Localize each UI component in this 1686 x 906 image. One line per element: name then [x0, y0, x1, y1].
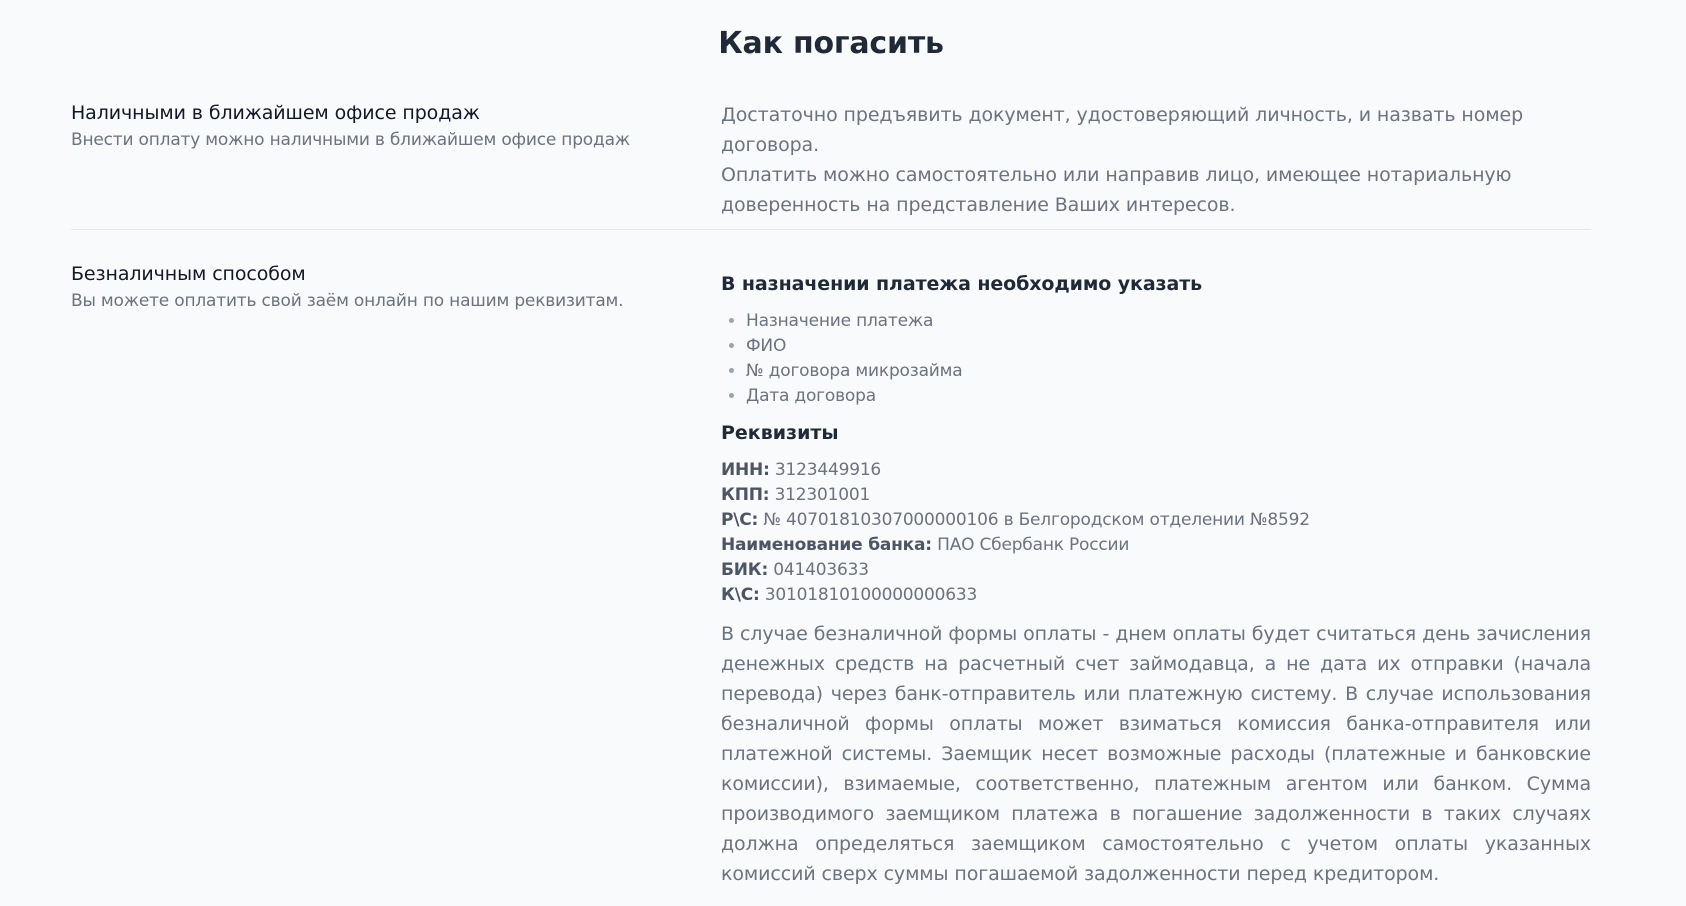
cash-paragraph: Достаточно предъявить документ, удостоверяющий личность, и назвать номер договора. — [721, 104, 1524, 156]
cash-heading: Наличными в ближайшем офисе продаж — [71, 102, 480, 124]
requisite-label: БИК: — [721, 560, 769, 580]
requisites-list — [721, 458, 1591, 608]
payment-purpose-list — [721, 309, 1591, 409]
requisite-corr-account — [721, 583, 1591, 608]
requisite-value: № 40701810307000000106 в Белгородском отделении №8592 — [758, 510, 1310, 530]
list-item: • Дата договора — [746, 384, 1591, 409]
cashless-payment-note: В случае безналичной формы оплаты - днем оплаты будет считаться день зачисления денежных средств на расчетный счет займодавца, а не дата их отправки (начала перевода) через банк-отправитель или платежную систему. В случае использования безналичной формы оплаты может взиматься комиссия банка-отправителя или платежной системы. Заемщик несет возможные расходы (платежные и банковские комиссии), взимаемые, соответственно, платежным агентом или банком. Сумма производимого заемщиком платежа в погашение задолженности в таких случаях должна определяться заемщиком самостоятельно с учетом оплаты указанных комиссий сверх суммы погашаемой задолженности перед кредитором. — [721, 623, 1591, 885]
requisite-label: КПП: — [721, 485, 770, 505]
cash-section — [71, 100, 1591, 216]
requisite-value: 312301001 — [769, 485, 871, 505]
cashless-section-info — [71, 261, 671, 313]
requisite-label: К\С: — [721, 585, 760, 605]
list-item: • № договора микрозайма — [746, 359, 1591, 384]
requisite-value: 041403633 — [768, 560, 869, 580]
cashless-heading: Безналичным способом — [71, 263, 306, 285]
requisite-kpp — [721, 483, 1591, 508]
section-divider — [71, 229, 1591, 230]
list-item: • Назначение платежа — [746, 309, 1591, 334]
cash-subtitle: Внести оплату можно наличными в ближайшем офисе продаж — [71, 130, 630, 150]
requisite-inn — [721, 458, 1591, 483]
cash-section-info — [71, 100, 671, 152]
payment-purpose-heading: В назначении платежа необходимо указать — [721, 273, 1203, 295]
requisite-value: ПАО Сбербанк России — [931, 535, 1130, 555]
requisite-bank-name — [721, 533, 1591, 558]
cashless-subtitle: Вы можете оплатить свой заём онлайн по нашим реквизитам. — [71, 291, 624, 311]
cash-paragraph: Оплатить можно самостоятельно или направив лицо, имеющее нотариальную доверенность на представление Ваших интересов. — [721, 164, 1512, 216]
requisite-account — [721, 508, 1591, 533]
requisites-heading: Реквизиты — [721, 422, 839, 444]
cash-section-details — [721, 100, 1591, 220]
requisite-label: Р\С: — [721, 510, 759, 530]
requisite-label: ИНН: — [721, 460, 770, 480]
requisite-value: 3123449916 — [769, 460, 882, 480]
requisite-value: 30101810100000000633 — [759, 585, 978, 605]
requisite-label: Наименование банка: — [721, 535, 932, 555]
page-title: Как погасить — [718, 26, 944, 62]
requisite-bik — [721, 558, 1591, 583]
cashless-section-details — [721, 271, 1591, 889]
list-item: • ФИО — [746, 334, 1591, 359]
cashless-section — [71, 261, 1591, 901]
